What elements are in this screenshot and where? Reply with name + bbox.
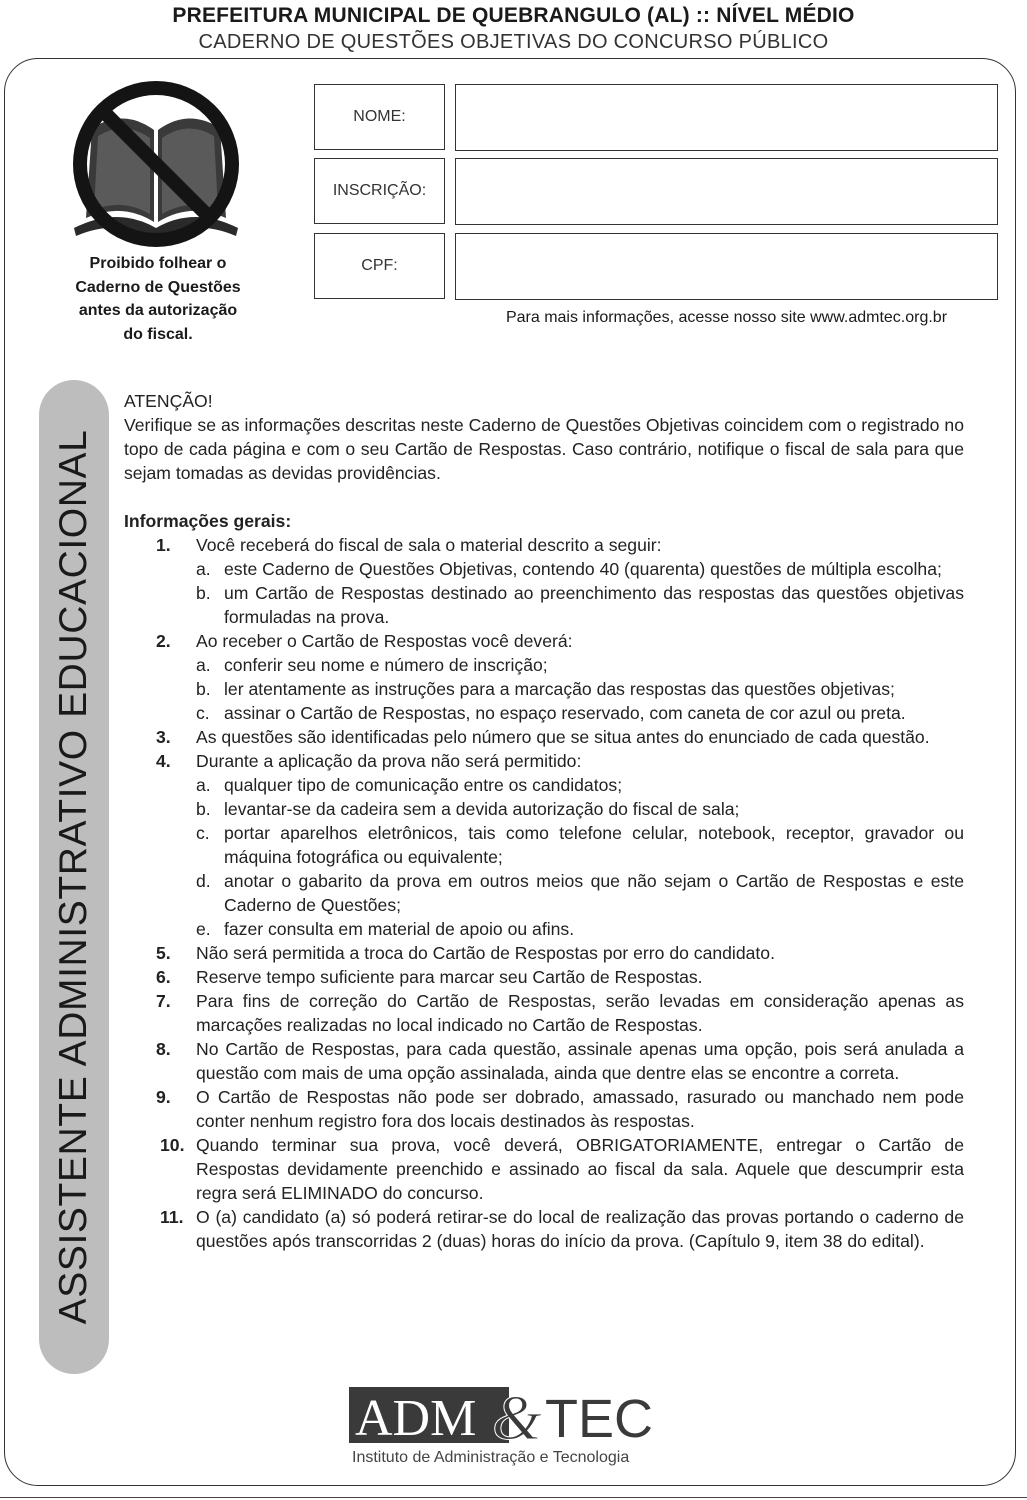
subitem-letter: e. <box>196 919 211 939</box>
instruction-text: Não será permitida a troca do Cartão de Respostas por erro do candidato. <box>196 943 775 963</box>
instruction-sublist <box>196 773 964 941</box>
instruction-text: O Cartão de Respostas não pode ser dobrado, amassado, rasurado ou manchado nem pode conter nenhum registro fora dos locais destinados às respostas. <box>196 1087 964 1131</box>
instruction-subitem <box>196 653 964 677</box>
caption-line: Proibido folhear o <box>89 255 227 272</box>
instruction-number: 6. <box>156 967 171 987</box>
subitem-letter: b. <box>196 679 211 699</box>
subitem-text: conferir seu nome e número de inscrição; <box>224 655 548 675</box>
instruction-item <box>124 1205 964 1253</box>
general-title: Informações gerais: <box>124 511 292 531</box>
subitem-letter: a. <box>196 655 211 675</box>
subitem-letter: a. <box>196 559 211 579</box>
spacer <box>124 485 964 509</box>
attention-title: ATENÇÃO! <box>124 391 213 411</box>
logo-tagline: Instituto de Administração e Tecnologia <box>352 1449 630 1466</box>
subitem-text: portar aparelhos eletrônicos, tais como telefone celular, notebook, receptor, gravador ou máquina fotográfica ou equivalente; <box>224 823 964 867</box>
instruction-subitem <box>196 581 964 629</box>
subitem-text: assinar o Cartão de Respostas, no espaço reservado, com caneta de cor azul ou preta. <box>224 703 906 723</box>
subitem-text: qualquer tipo de comunicação entre os candidatos; <box>224 775 623 795</box>
instruction-text: Para fins de correção do Cartão de Respostas, serão levadas em consideração apenas as marcações realizadas no local indicado no Cartão de Respostas. <box>196 991 964 1035</box>
instruction-text: No Cartão de Respostas, para cada questão, assinale apenas uma opção, pois será anulada a questão com mais de uma opção assinalada, ainda que dentre elas se encontre a correta. <box>196 1039 964 1083</box>
page-header-subtitle: CADERNO DE QUESTÕES OBJETIVAS DO CONCURSO PÚBLICO <box>198 31 829 53</box>
caption-line: Caderno de Questões <box>75 278 241 296</box>
instruction-item <box>124 749 964 941</box>
name-label: NOME: <box>314 84 445 150</box>
instruction-subitem <box>196 701 964 725</box>
admtec-logo <box>349 1385 661 1467</box>
caption-line: do fiscal. <box>123 325 193 343</box>
subitem-text: anotar o gabarito da prova em outros meios que não sejam o Cartão de Respostas e este Caderno de Questões; <box>224 871 964 915</box>
subitem-text: este Caderno de Questões Objetivas, contendo 40 (quarenta) questões de múltipla escolha; <box>224 559 942 579</box>
logo-adm: ADM <box>355 1390 477 1447</box>
side-label: ASSISTENTE ADMINISTRATIVO EDUCACIONAL <box>52 429 95 1325</box>
subitem-text: fazer consulta em material de apoio ou afins. <box>224 919 575 939</box>
instruction-number: 3. <box>156 727 171 747</box>
subitem-letter: c. <box>196 823 210 843</box>
subitem-letter: b. <box>196 583 211 603</box>
instruction-item <box>124 1085 964 1133</box>
instruction-item <box>124 629 964 725</box>
instruction-number: 4. <box>156 751 171 771</box>
instruction-sublist <box>196 557 964 629</box>
instruction-subitem <box>196 557 964 581</box>
inscription-label: INSCRIÇÃO: <box>314 158 445 224</box>
logo-ampersand: & <box>492 1385 542 1453</box>
bottom-rule <box>0 1497 1027 1498</box>
subitem-letter: c. <box>196 703 210 723</box>
inscription-field[interactable] <box>455 158 998 225</box>
instruction-subitem <box>196 773 964 797</box>
subitem-text: ler atentamente as instruções para a marcação das respostas das questões objetivas; <box>224 679 895 699</box>
subitem-text: levantar-se da cadeira sem a devida autorização do fiscal de sala; <box>224 799 740 819</box>
instruction-number: 8. <box>156 1039 171 1059</box>
caption-line: antes da autorização <box>78 302 238 319</box>
instruction-text: Durante a aplicação da prova não será permitido: <box>196 751 582 771</box>
instruction-number: 11. <box>160 1207 184 1227</box>
instruction-item <box>124 941 964 965</box>
instruction-number: 10. <box>160 1135 185 1155</box>
instruction-sublist <box>196 653 964 725</box>
attention-text: Verifique se as informações descritas neste Caderno de Questões Objetivas coincidem com o registrado no topo de cada página e com o seu Cartão de Respostas. Caso contrário, notifique o fiscal de sala para que sejam tomadas as devidas providências. <box>124 415 964 483</box>
instruction-item <box>124 1133 964 1205</box>
instructions <box>124 389 964 1253</box>
instruction-subitem <box>196 677 964 701</box>
instruction-subitem <box>196 821 964 869</box>
subitem-text: um Cartão de Respostas destinado ao preenchimento das respostas das questões objetivas formuladas na prova. <box>224 583 964 627</box>
no-book-icon <box>58 78 254 254</box>
instruction-item <box>124 725 964 749</box>
instruction-text: Você receberá do fiscal de sala o material descrito a seguir: <box>196 535 662 555</box>
cpf-label: CPF: <box>314 233 445 299</box>
instruction-subitem <box>196 869 964 917</box>
cpf-field[interactable] <box>455 233 998 300</box>
subitem-letter: d. <box>196 871 211 891</box>
instruction-text: Ao receber o Cartão de Respostas você deverá: <box>196 631 573 651</box>
instruction-text: O (a) candidato (a) só poderá retirar-se do local de realização das provas portando o caderno de questões após transcorridas 2 (duas) horas do início da prova. (Capítulo 9, item 38 do edital). <box>196 1207 964 1251</box>
instruction-number: 2. <box>156 631 171 651</box>
subitem-letter: a. <box>196 775 211 795</box>
instruction-text: Reserve tempo suficiente para marcar seu Cartão de Respostas. <box>196 967 703 987</box>
instruction-item <box>124 965 964 989</box>
instruction-text: As questões são identificadas pelo número que se situa antes do enunciado de cada questão. <box>196 727 930 747</box>
instruction-item <box>124 1037 964 1085</box>
instruction-subitem <box>196 797 964 821</box>
general-list <box>124 533 964 1253</box>
instruction-number: 9. <box>156 1087 171 1107</box>
instruction-item <box>124 533 964 629</box>
name-field[interactable] <box>455 84 998 151</box>
no-book-caption <box>58 252 258 346</box>
logo-tec: TEC <box>545 1389 653 1449</box>
instruction-number: 7. <box>156 991 171 1011</box>
instruction-number: 1. <box>156 535 171 555</box>
instruction-subitem <box>196 917 964 941</box>
page-header-title: PREFEITURA MUNICIPAL DE QUEBRANGULO (AL) :: NÍVEL MÉDIO <box>172 4 855 27</box>
instruction-number: 5. <box>156 943 171 963</box>
instruction-item <box>124 989 964 1037</box>
subitem-letter: b. <box>196 799 211 819</box>
instruction-text: Quando terminar sua prova, você deverá, OBRIGATORIAMENTE, entregar o Cartão de Respostas devidamente preenchido e assinado ao fiscal da sala. Aquele que descumprir esta regra será ELIMINADO do concurso. <box>196 1135 964 1203</box>
info-website: Para mais informações, acesse nosso site www.admtec.org.br <box>505 309 948 326</box>
